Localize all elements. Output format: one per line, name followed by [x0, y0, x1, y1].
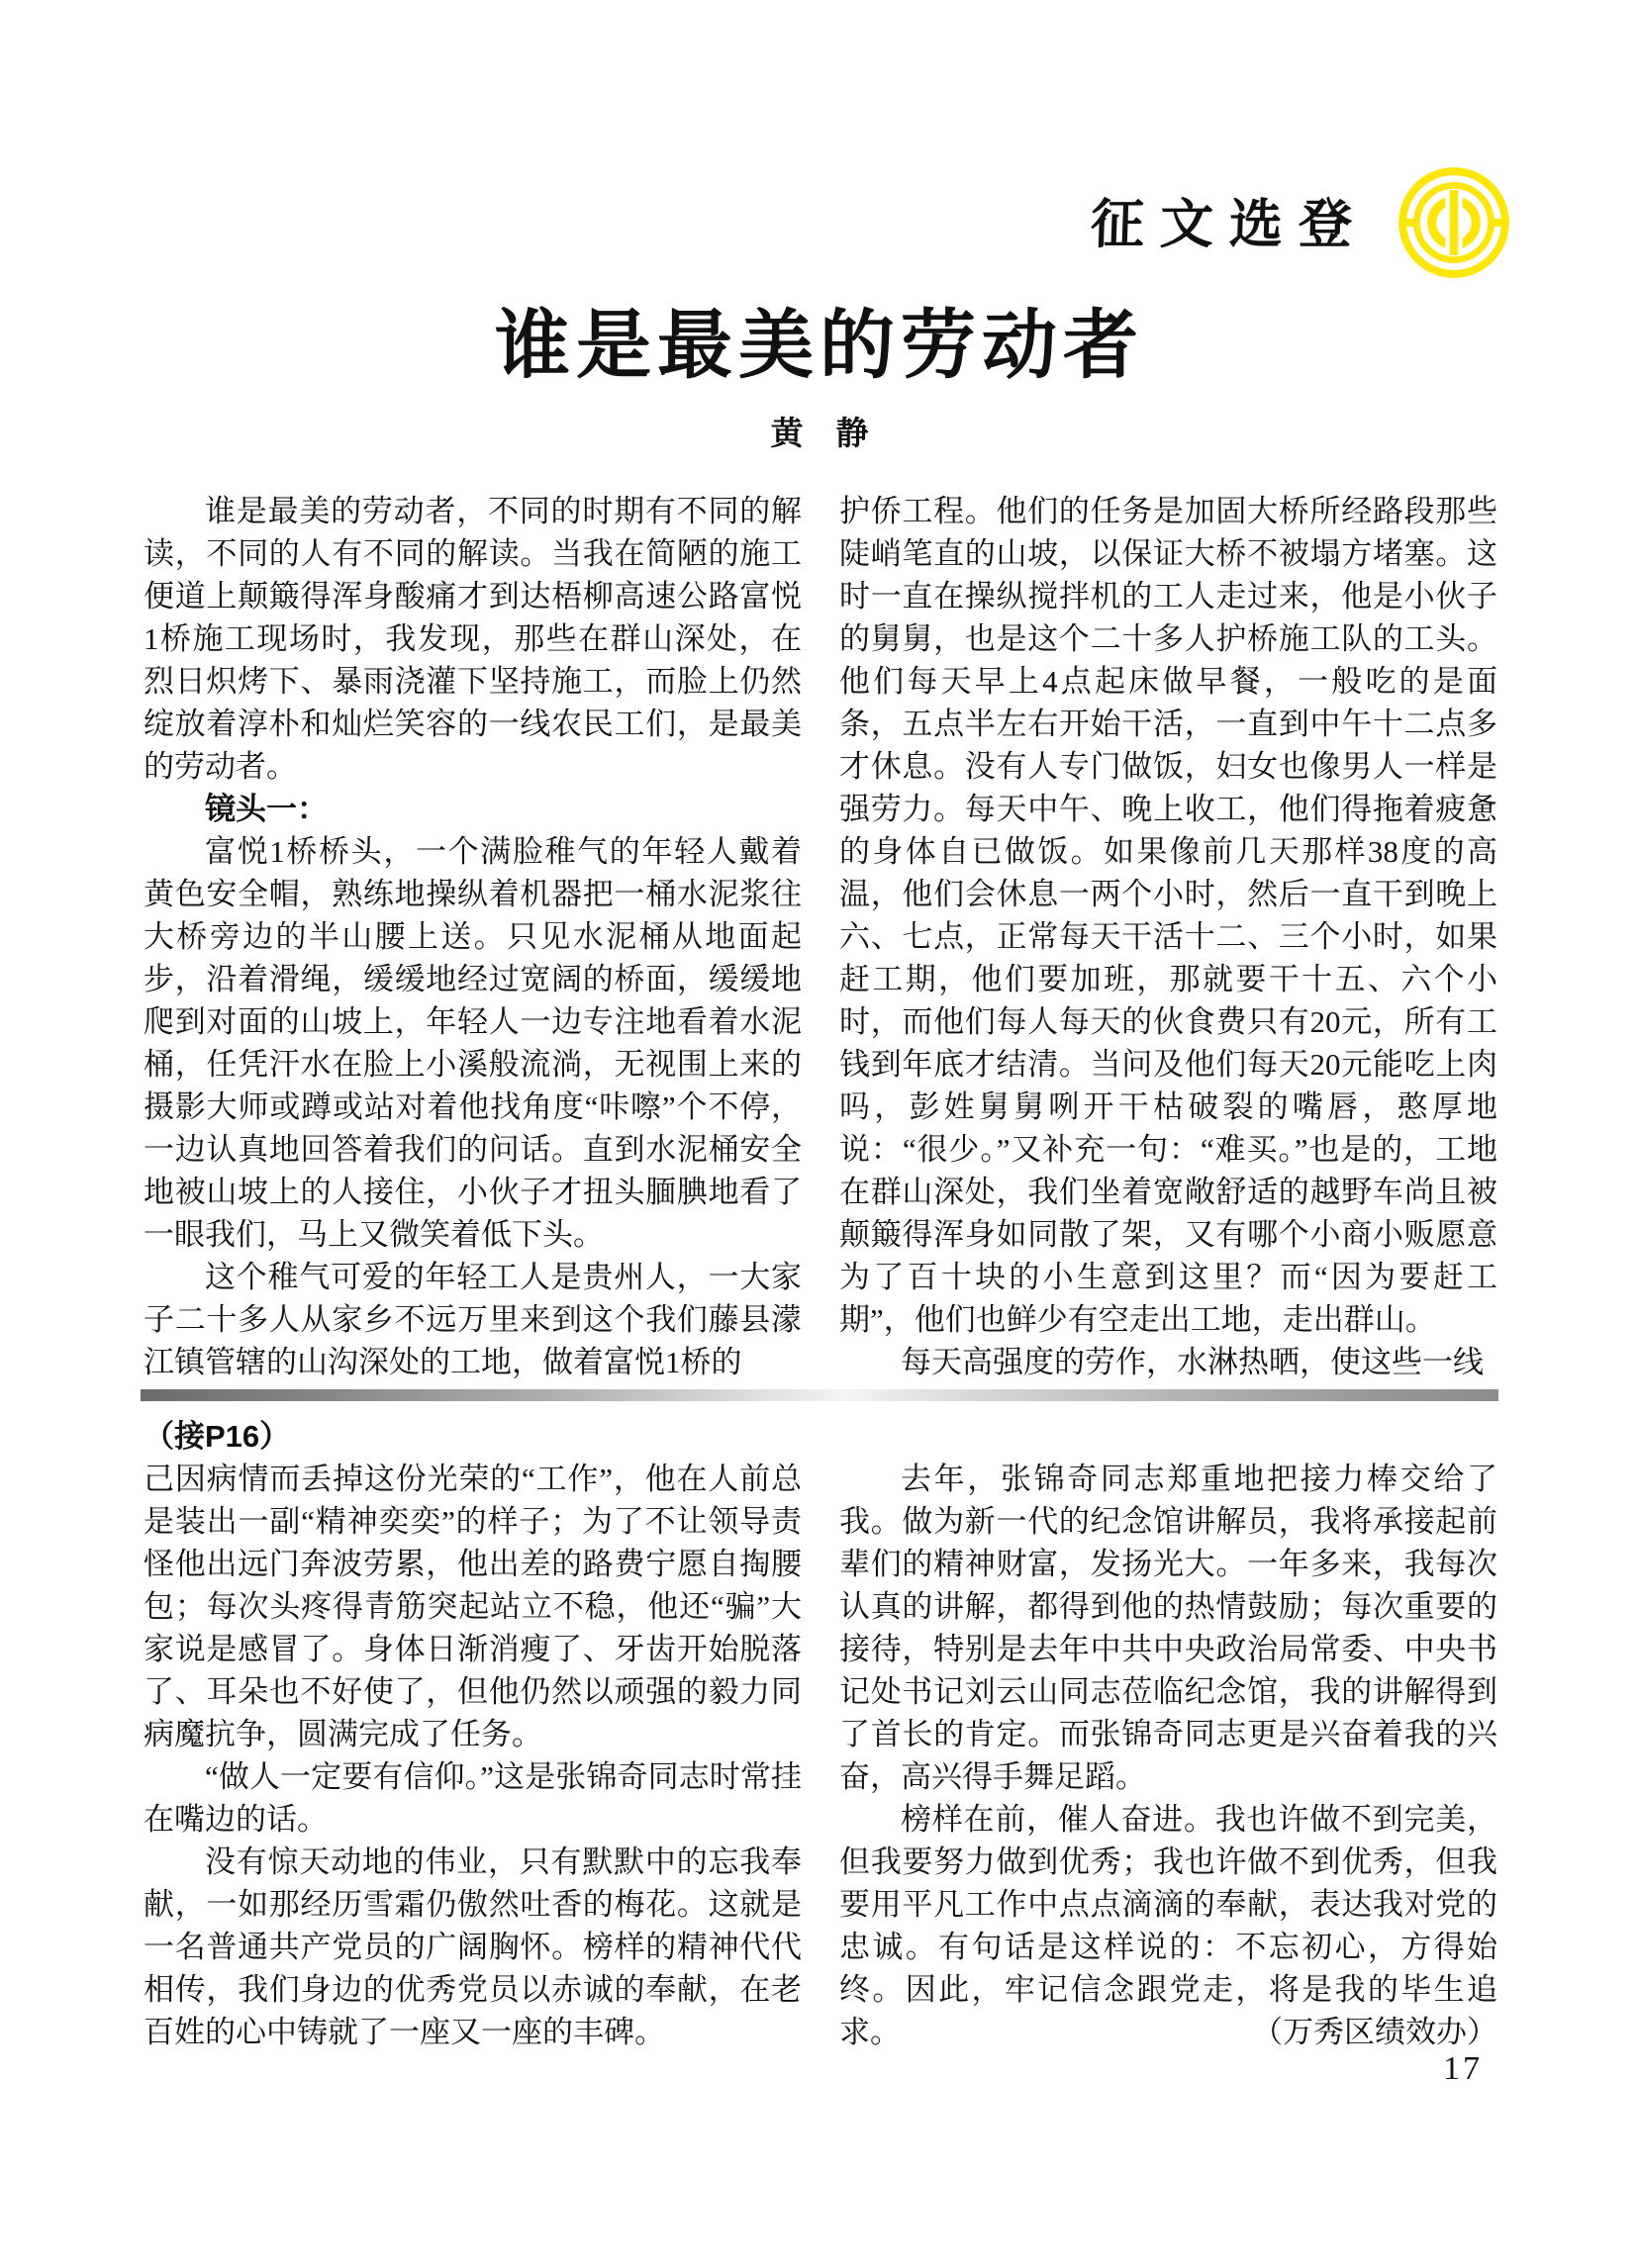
lower-left-column: [144, 1415, 802, 2053]
column-banner: 征文选登: [1089, 194, 1369, 254]
article-title: 谁是最美的劳动者: [495, 305, 1144, 388]
paragraph: 富悦1桥桥头，一个满脸稚气的年轻人戴着黄色安全帽，熟练地操纵着机器把一桶水泥浆往大桥旁边的半山腰上送。只见水泥桶从地面起步，沿着滑绳，缓缓地经过宽阔的桥面，缓缓地爬到对面的山坡上，年轻人一边专注地看着水泥桶，任凭汗水在脸上小溪般流淌，无视围上来的摄影大师或蹲或站对着他找角度“咔嚓”个不停，一边认真地回答着我们的问话。直到水泥桶安全地被山坡上的人接住，小伙子才扭头腼腆地看了一眼我们，马上又微笑着低下头。: [144, 833, 802, 1252]
upper-columns: [0, 490, 1639, 1383]
continued-from-label: （接P16）: [144, 1418, 291, 1454]
lower-right-column: [839, 1415, 1497, 2053]
section-divider: [141, 1389, 1498, 1401]
paragraph: 谁是最美的劳动者，不同的时期有不同的解读，不同的人有不同的解读。当我在简陋的施工便道上颠簸得浑身酸痛才到达梧柳高速公路富悦1桥施工现场时，我发现，那些在群山深处，在烈日炽烤下、暴雨浇灌下坚持施工，而脸上仍然绽放着淳朴和灿烂笑容的一线农民工们，是最美的劳动者。: [144, 493, 802, 784]
paragraph: “做人一定要有信仰。”这是张锦奇同志时常挂在嘴边的话。: [144, 1758, 802, 1837]
paragraph: 榜样在前，催人奋进。我也许做不到完美，但我要努力做到优秀；我也许做不到优秀，但我要用平凡工作中点点滴滴的奉献，表达我对党的忠诚。有句话是这样说的：不忘初心，方得始终。因此，牢记信念跟党走，将是我的毕生追求。: [839, 1801, 1497, 2049]
paragraph: 这个稚气可爱的年轻工人是贵州人，一大家子二十多人从家乡不远万里来到这个我们藤县濛江镇管辖的山沟深处的工地，做着富悦1桥的: [144, 1259, 802, 1379]
paragraph: 每天高强度的劳作，水淋热晒，使这些一线: [901, 1344, 1484, 1379]
page-header: [0, 0, 1639, 279]
paragraph: 护侨工程。他们的任务是加固大桥所经路段那些陡峭笔直的山坡，以保证大桥不被塌方堵塞。这时一直在操纵搅拌机的工人走过来，他是小伙子的舅舅，也是这个二十多人护桥施工队的工头。他们每天早上4点起床做早餐，一般吃的是面条，五点半左右开始干活，一直到中午十二点多才休息。没有人专门做饭，妇女也像男人一样是强劳力。每天中午、晚上收工，他们得拖着疲惫的身体自已做饭。如果像前几天那样38度的高温，他们会休息一两个小时，然后一直干到晚上六、七点，正常每天干活十二、三个小时，如果赶工期，他们要加班，那就要干十五、六个小时，而他们每人每天的伙食费只有20元，所有工钱到年底才结清。当问及他们每天20元能吃上肉吗，彭姓舅舅咧开干枯破裂的嘴唇，憨厚地说：“很少。”又补充一句：“难买。”也是的，工地在群山深处，我们坐着宽敞舒适的越野车尚且被颠簸得浑身如同散了架，又有哪个小商小贩愿意为了百十块的小生意到这里？而“因为要赶工期”，他们也鲜少有空走出工地，走出群山。: [839, 493, 1497, 1337]
lower-columns: [0, 1415, 1639, 2053]
attribution: （万秀区绩效办）: [1252, 2014, 1497, 2049]
trade-union-logo-icon: [1398, 166, 1510, 279]
upper-left-column: [144, 490, 802, 1383]
article-author: 黄 静: [770, 416, 869, 452]
column-spacer: [839, 1415, 1497, 1458]
page-number: 17: [1443, 2050, 1483, 2087]
section-heading-lens-one: 镜头一：: [205, 791, 328, 826]
paragraph: 去年，张锦奇同志郑重地把接力棒交给了我。做为新一代的纪念馆讲解员，我将承接起前辈们的精神财富，发扬光大。一年多来，我每次认真的讲解，都得到他的热情鼓励；每次重要的接待，特别是去年中共中央政治局常委、中央书记处书记刘云山同志莅临纪念馆，我的讲解得到了首长的肯定。而张锦奇同志更是兴奋着我的兴奋，高兴得手舞足蹈。: [839, 1461, 1497, 1794]
paragraph: 己因病情而丢掉这份光荣的“工作”，他在人前总是装出一副“精神奕奕”的样子；为了不让领导责怪他出远门奔波劳累，他出差的路费宁愿自掏腰包；每次头疼得青筋突起站立不稳，他还“骗”大家说是感冒了。身体日渐消瘦了、牙齿开始脱落了、耳朵也不好使了，但他仍然以顽强的毅力同病魔抗争，圆满完成了任务。: [144, 1461, 802, 1751]
upper-right-column: [839, 490, 1497, 1383]
paragraph: 没有惊天动地的伟业，只有默默中的忘我奉献，一如那经历雪霜仍傲然吐香的梅花。这就是一名普通共产党员的广阔胸怀。榜样的精神代代相传，我们身边的优秀党员以赤诚的奉献，在老百姓的心中铸就了一座又一座的丰碑。: [144, 1843, 802, 2049]
